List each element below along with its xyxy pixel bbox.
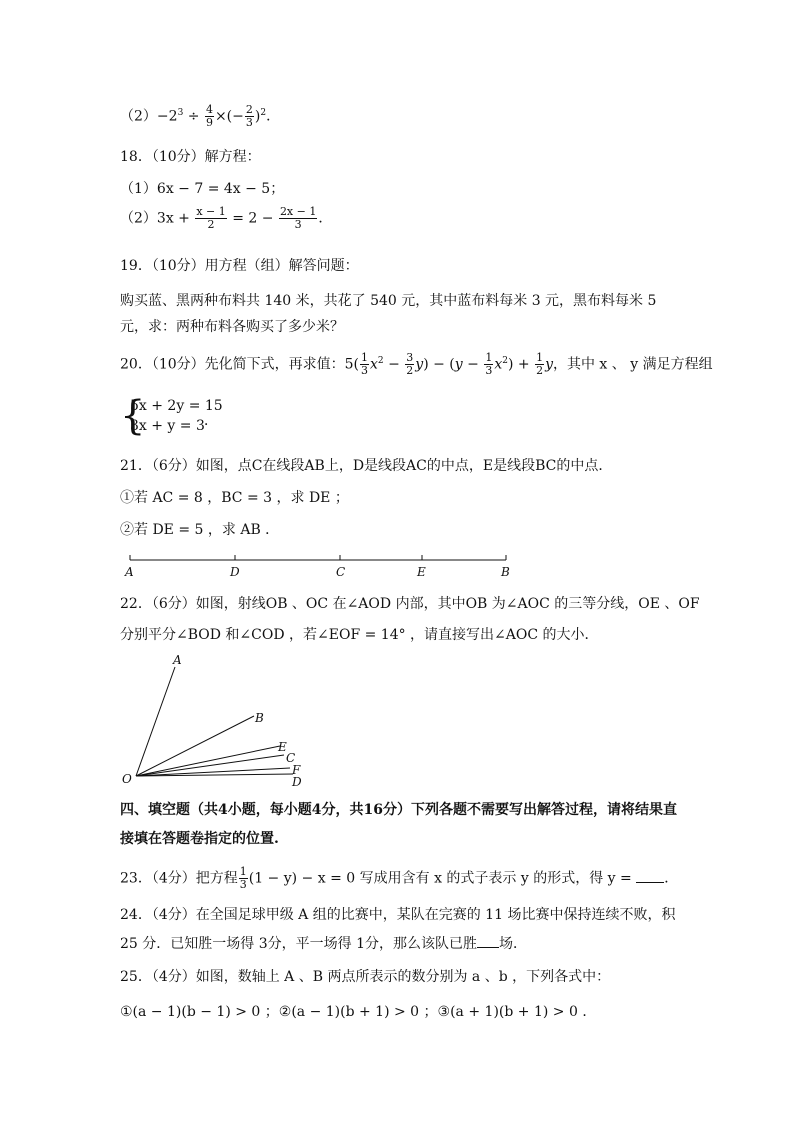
q18-part1: （1）6x − 7 = 4x − 5； bbox=[120, 181, 285, 197]
ray-label-c: C bbox=[286, 751, 296, 765]
q24-text: 24．（4分）在全国足球甲级 A 组的比赛中，某队在完赛的 11 场比赛中保持连续不败，积 25 分．已知胜一场得 3分，平一场得 1分，那么该队已胜 场． bbox=[120, 907, 676, 952]
q17-part2: $(2)-2^3$ ÷ $\frac{4}{9}$ ×(− $\frac{2}{3}$ )$^2$． bbox=[120, 103, 281, 129]
section-heading: 四、填空题（共4小题，每小题4分，共16分）下列各题不需要写出解答过程，请将结果直接填在答题卷指定的位置. bbox=[120, 802, 677, 847]
fraction: $\frac{2x - 1}{3}$ bbox=[279, 205, 317, 231]
q22-line2: 分别平分∠BOD 和∠COD ，若∠EOF = 14° ，请直接写出∠AOC 的大小． bbox=[120, 627, 599, 643]
fraction: $\frac{2}{3}$ bbox=[245, 103, 253, 129]
point-label-a: A bbox=[125, 565, 134, 579]
answer-blank[interactable] bbox=[477, 933, 499, 948]
point-label-d: D bbox=[230, 565, 240, 579]
ray-label-a: A bbox=[173, 653, 182, 667]
q18-part2: （2）3x + $\frac{x - 1}{2}$ = 2 − $\frac{2x - 1}{3}$ ． bbox=[120, 205, 333, 231]
q22-line1: 22．（6分）如图，射线OB 、OC 在∠AOD 内部，其中OB 为∠AOC 的三等分线，OE 、OF bbox=[120, 596, 700, 612]
brace-icon: { bbox=[120, 393, 146, 439]
point-label-b: B bbox=[501, 565, 510, 579]
q23-text: 23．（4分）把方程 $\frac{1}{3}$ (1 − y) − x = 0 写成用含有 x 的式子表示 y 的形式，得 y = ． bbox=[120, 865, 679, 891]
q21-title: 21．（6分）如图，点C在线段AB上，D是线段AC的中点，E是线段BC的中点． bbox=[120, 458, 613, 474]
q19-title: 19．（10分）用方程（组）解答问题： bbox=[120, 258, 359, 274]
ray-label-f: F bbox=[292, 763, 301, 777]
ray-label-d: D bbox=[292, 775, 302, 789]
q18-title: 18．（10分）解方程： bbox=[120, 149, 261, 165]
fraction: $\frac{x - 1}{2}$ bbox=[196, 205, 226, 231]
origin-label-o: O bbox=[122, 772, 132, 786]
fraction: $\frac{1}{3}$ bbox=[239, 865, 247, 891]
angle-diagram bbox=[120, 650, 320, 790]
ray-label-b: B bbox=[255, 711, 264, 725]
answer-blank[interactable] bbox=[636, 868, 664, 883]
q25-options: ①(a − 1)(b − 1) > 0 ；②(a − 1)(b + 1) > 0 ；③(a + 1)(b + 1) > 0 ． bbox=[120, 1004, 597, 1020]
q25-title: 25．（4分）如图，数轴上 A 、B 两点所表示的数分别为 a 、b ，下列各式中： bbox=[120, 969, 611, 985]
ray-label-e: E bbox=[278, 740, 287, 754]
q19-body: 购买蓝、黑两种布料共 140 米，共花了 540 元，其中蓝布料每米 3 元，黑布料每米 5 元，求：两种布料各购买了多少米？ bbox=[120, 293, 657, 335]
segment-diagram bbox=[120, 548, 520, 582]
fraction: $\frac{4}{9}$ bbox=[205, 103, 213, 129]
q21-sub1: ①若 AC = 8 ，BC = 3 ，求 DE ； bbox=[120, 490, 349, 506]
point-label-e: E bbox=[417, 565, 426, 579]
point-label-c: C bbox=[336, 565, 346, 579]
q21-sub2: ②若 DE = 5 ，求 AB ． bbox=[120, 522, 280, 538]
segment-ticks bbox=[130, 555, 506, 560]
q20-text: 20．（10分）先化简下式，再求值：5( $\frac{1}{3}$ $x^2$ − $\frac{3}{2}$ y) − (y − $\frac{1}{3}$ $x^2$) + $\frac{1}{2}$ y，其中 x 、 y 满足方程组 bbox=[120, 351, 713, 377]
